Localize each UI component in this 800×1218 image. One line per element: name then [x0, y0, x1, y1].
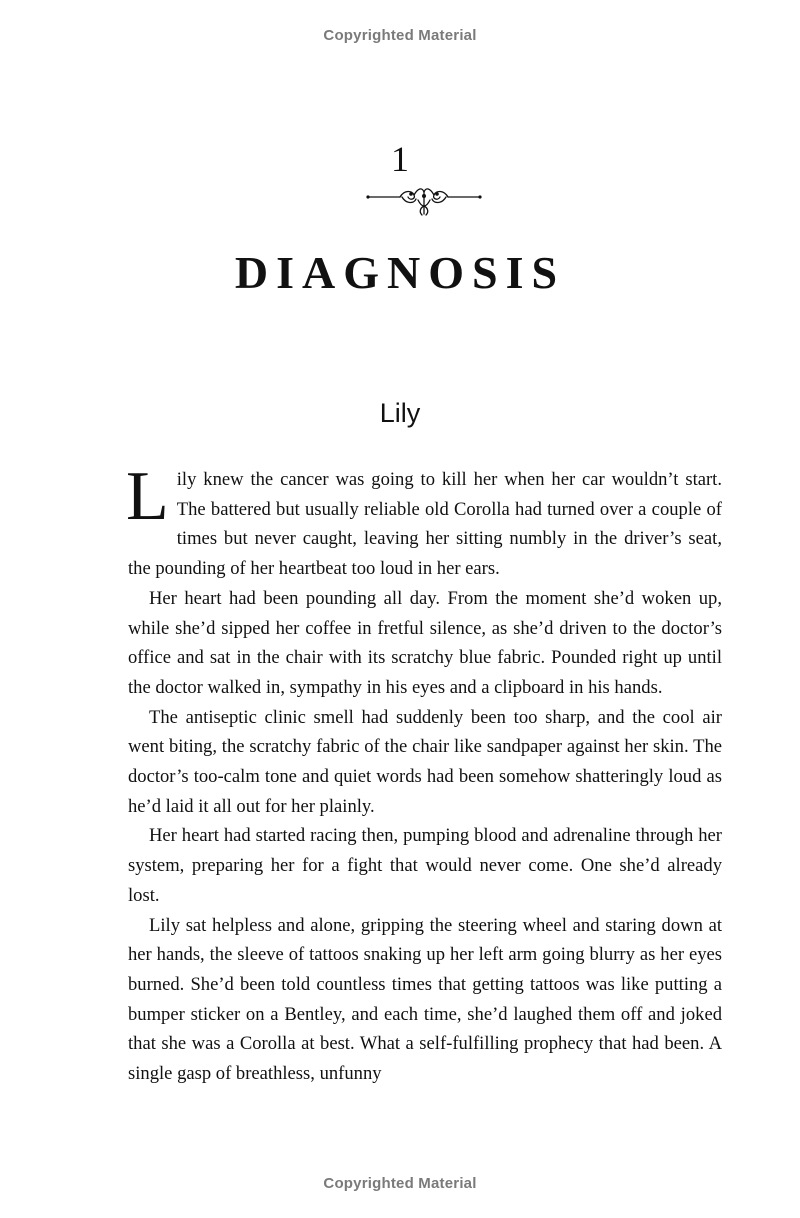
copyright-watermark-top: Copyrighted Material	[323, 27, 477, 44]
paragraph: Her heart had been pounding all day. From the moment she’d woken up, while she’d sipped her coffee in fretful silence, as she’d driven to the doctor’s office and sat in the chair with its scratchy blue fabric. Pounded right up until the doctor walked in, sympathy in his eyes and a clipboard in his hands.	[128, 587, 722, 698]
paragraph-text: ily knew the cancer was going to kill her when her car wouldn’t start. The battered but usually reliable old Corolla had turned over a couple of times but never caught, leaving her sitting numbly in the driver’s seat, the pounding of her heartbeat too loud in her ears.	[128, 469, 722, 580]
paragraph: Her heart had started racing then, pumping blood and adrenaline through her system, preparing her for a fight that would never come. One she’d already lost.	[128, 825, 722, 906]
chapter-body	[126, 458, 722, 1089]
paragraph	[126, 458, 722, 584]
chapter-title: DIAGNOSIS	[234, 247, 566, 298]
pov-heading: Lily	[379, 398, 421, 428]
copyright-watermark-bottom: Copyrighted Material	[323, 1175, 477, 1192]
paragraph: Lily sat helpless and alone, gripping the steering wheel and staring down at her hands, the sleeve of tattoos snaking up her left arm going blurry as her eyes burned. She’d been told countless times that getting tattoos was like putting a bumper sticker on a Bentley, and each time, she’d laughed them off and joked that she was a Corolla at best. What a self-fulfilling prophecy that had been. A single gasp of breathless, unfunny	[128, 914, 722, 1085]
paragraph: The antiseptic clinic smell had suddenly been too sharp, and the cool air went biting, the scratchy fabric of the chair like sandpaper against her skin. The doctor’s too-calm tone and quiet words had been somehow shatteringly loud as he’d laid it all out for her plainly.	[128, 706, 722, 817]
drop-cap: L	[126, 458, 169, 535]
chapter-number: 1	[391, 139, 409, 179]
flourish-ornament-icon	[366, 184, 482, 218]
